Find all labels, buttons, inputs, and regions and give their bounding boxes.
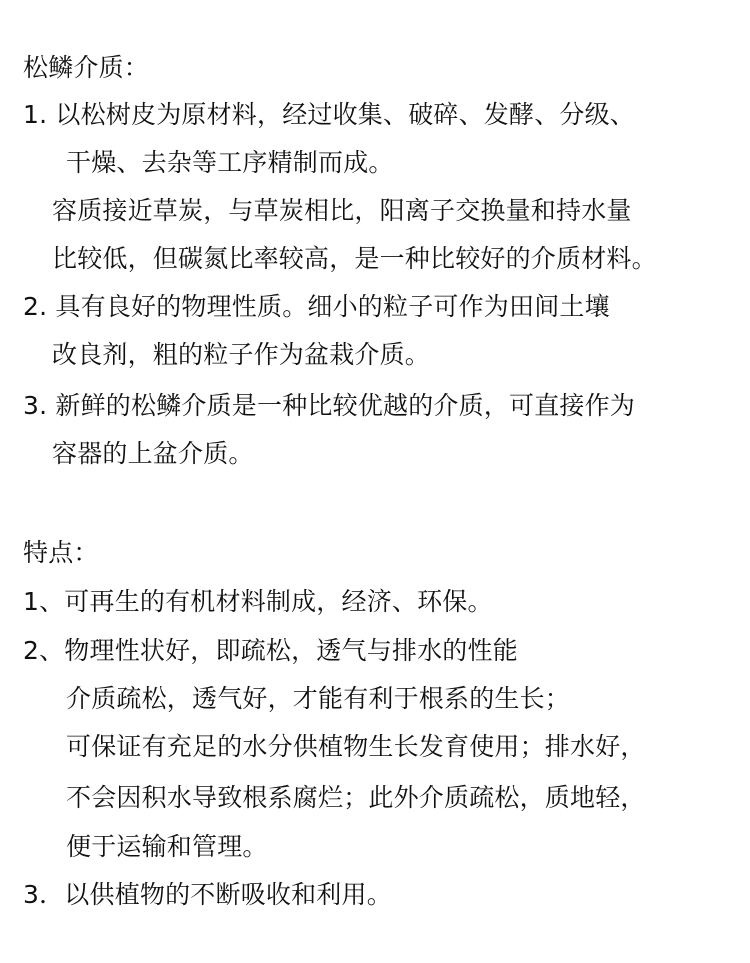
pine-bark-item-3-line-2: 容器的上盆介质。 (52, 439, 254, 468)
pine-bark-item-1-line-2: 干燥、去杂等工序精制而成。 (66, 148, 394, 177)
pine-bark-item-1-line-3: 容质接近草炭，与草炭相比，阳离子交换量和持水量 (52, 196, 632, 225)
feature-item-2-line-5: 便于运输和管理。 (66, 832, 268, 861)
feature-item-2-line-4: 不会因积水导致根系腐烂；此外介质疏松，质地轻， (66, 783, 646, 812)
pine-bark-item-1-line-4: 比较低，但碳氮比率较高，是一种比较好的介质材料。 (52, 244, 657, 273)
feature-item-3-line-1: 3．以供植物的不断吸收和利用。 (23, 880, 392, 909)
feature-item-2-line-1: 2、物理性状好，即疏松，透气与排水的性能 (23, 636, 518, 665)
pine-bark-item-2-line-2: 改良剂，粗的粒子作为盆栽介质。 (52, 340, 431, 369)
feature-item-2-line-2: 介质疏松，透气好，才能有利于根系的生长； (66, 684, 571, 713)
pine-bark-item-3-line-1: 3. 新鲜的松鳞介质是一种比较优越的介质，可直接作为 (23, 391, 636, 420)
section-heading-features: 特点： (23, 538, 99, 567)
pine-bark-item-1-line-1: 1. 以松树皮为原材料，经过收集、破碎、发酵、分级、 (23, 100, 636, 129)
feature-item-2-line-3: 可保证有充足的水分供植物生长发育使用；排水好， (66, 732, 646, 761)
section-heading-pine-bark: 松鳞介质： (23, 53, 150, 82)
pine-bark-item-2-line-1: 2. 具有良好的物理性质。细小的粒子可作为田间土壤 (23, 292, 610, 321)
feature-item-1-line-1: 1、可再生的有机材料制成，经济、环保。 (23, 587, 493, 616)
